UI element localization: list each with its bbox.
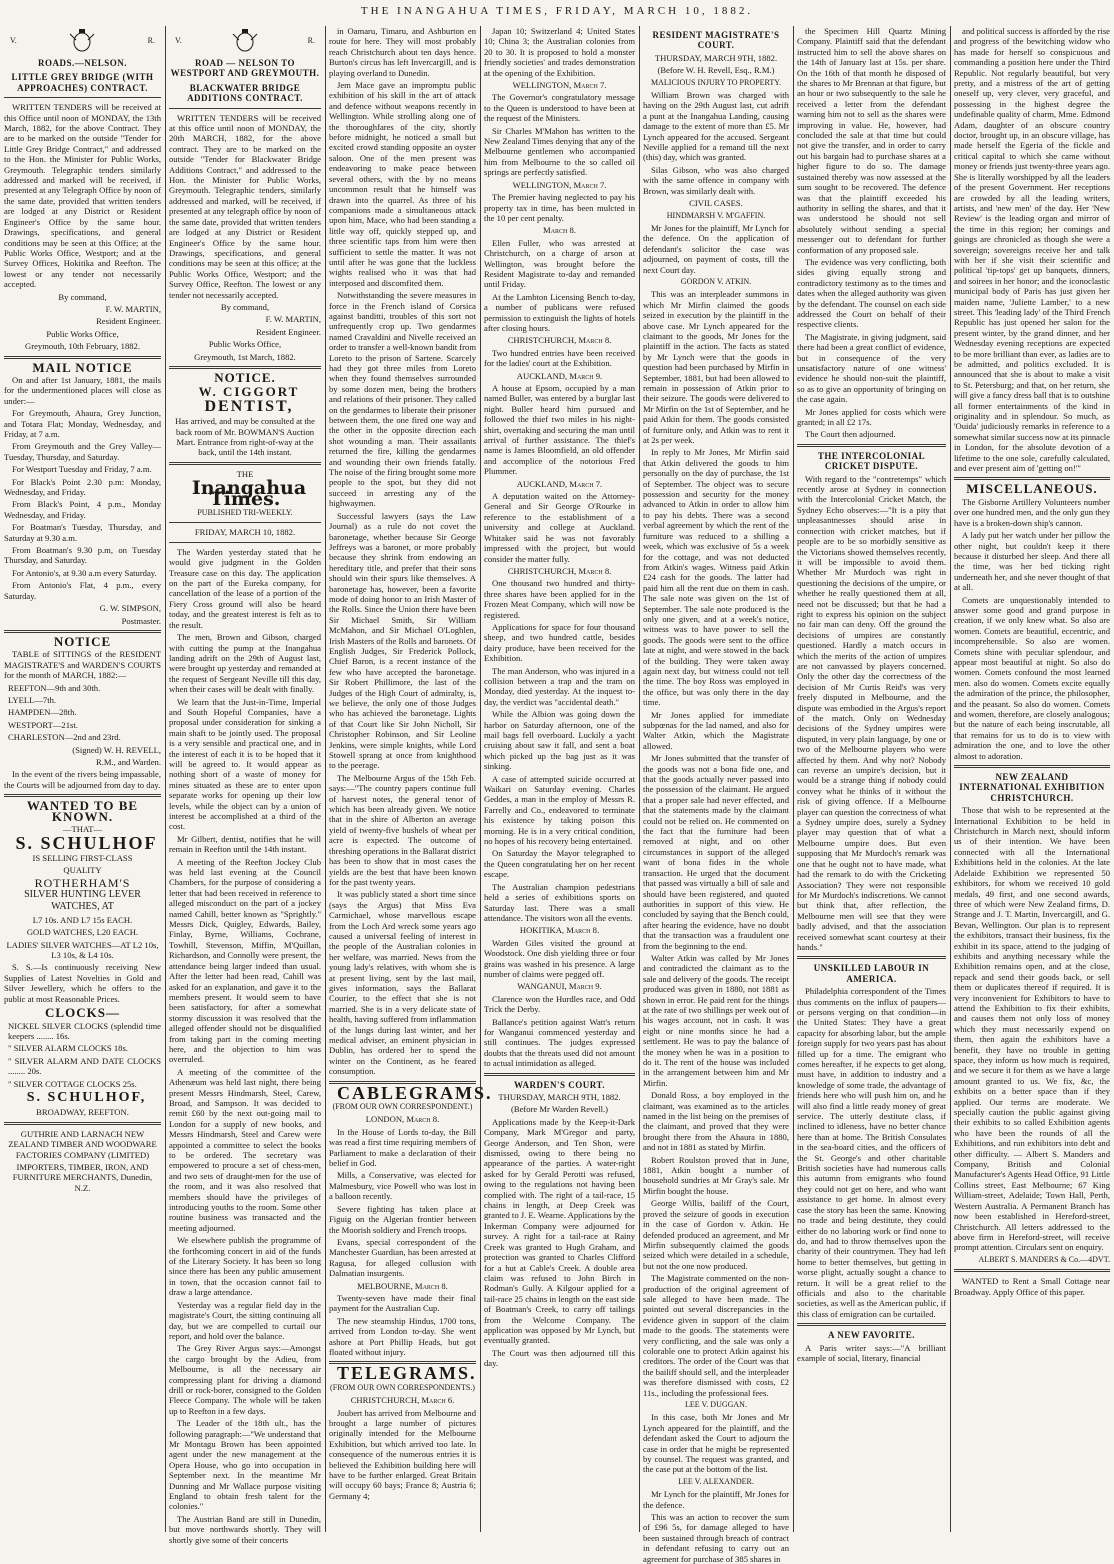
dateline: WELLINGTON, March 7. bbox=[512, 80, 607, 91]
column-6 bbox=[797, 26, 946, 1532]
signature: Greymouth, 10th February, 1882. bbox=[25, 341, 140, 352]
heading: NOTICE. bbox=[214, 369, 276, 385]
article-paragraph: Mr Gilbert, dentist, notifies that he will remain in Reefton until the 14th instant. bbox=[169, 833, 321, 855]
article-paragraph: This was an action to recover the sum of £96 5s, for damage alleged to have been sustained through breach of contract in defendant refusing to carry out an agreement for purchase of 385 shares in bbox=[643, 1512, 789, 1564]
column-1 bbox=[4, 26, 161, 1532]
article-paragraph: Successful lawyers (says the Law Journal) as a rule do not covet the baronetage, whether because Sir George Jeffreys was a baronet, or more probably because they shrink from endowing an hereditary title, and prefer that their sons should win their spurs like themselves. A baronetage has, however, been a favorite mode of doing honor to an Irish Master of the Rolls. Since the Union there have been Sir Michael Smith, Sir William McMahon, and Sir Michael O'Loghlen, Irish Masters of the Rolls and baronets. Of English Judges, Sir Frederick Pollock, Chief Baron, is a recent instance of the few who have accepted the baronetage. Sir Robert Phillimore, the last of the Judges of the High Court of admiralty, is, we believe, the only one of those Judges who has achieved the baronetage. Lights of that Court like Sir John Nicholl, Sir Christopher Robinson, and Sir Leoline Jenkins, were simple knights, while Lord Stowell sprang at once from knighthood to the peerage. bbox=[329, 510, 476, 771]
article-paragraph: The Australian champion pedestrians held a series of exhibitions sports on Saturday last. There was a small attendance. The visitors won all the events. bbox=[484, 881, 635, 923]
clock-item: " SILVER ALARM CLOCKS 18s. bbox=[8, 1043, 128, 1054]
article-paragraph: Jem Mace gave an impromptu public exhibition of his skill in the art of attack and defence without weapons recently in Wellington. While strolling along one of the thoroughfares of the city, shortly before midnight, he noticed a small but excited crowd standing opposite an oyster saloon. One of the men present was endeavoring to make peace between several others, with the by no means uncommon result that he himself was drawn into the quarrel. As three of his companions made a simultaneous attack upon him, Mace, who had been standing a little way off, quickly stepped up, and three scientific taps from him were then sufficient to settle the matter. It was not until after he was gone that the luckless wights realised who it was that had interposed and discomfited them. bbox=[329, 80, 476, 288]
divider bbox=[484, 1073, 635, 1076]
sitting-item: CHARLESTON—2nd and 23rd. bbox=[8, 732, 121, 743]
column-rule bbox=[793, 26, 794, 1532]
article-paragraph: With regard to the "contretemps" which recently arose at Sydney in connection with the Intercolonial Cricket Match, the Sydney Echo observes:—"It is a pity that unpleasantnesses should arise in connection with cricket matches, but if people are to be so morbidly sensitive as the Victorians showed themselves recently, it will be impossible to avoid them. Whether Mr Murdoch was right in questioning the decisions of the umpire, or whether he really questioned them at all, need not be discussed; but that he had a right to express his opinion on the subject no fair man can deny. Off the ground the decisions of umpires are constantly questioned. Hardly a match occurs in which the merits of the action of umpires are not canvassed by players concerned. Only the other day the correctness of the decision of Mr Curtis Reid's was very freely disputed in Melbourne, and the dispute was embodied in the Argus's report of the match. Only on Wednesday decisions of the Sydney umpires were disputed, in very plain language, by one or two of the Melbourne players who were affected by them. And why not? Nobody can reverse an umpire's decision, but it would be a strange thing if nobody could convey what he thinks of it without the risk of giving offence. If a Melbourne player can question the correctness of what a Sydney umpire does, surely a Sydney player may question that of what a Melbourne umpire does. But even supposing that Mr Murdoch's remark was one that he ought not to have made, what had the remark to do with the Cricketing Association? They were not responsible for Mr Murdoch's indiscretions. We cannot but think that, after reflection, the Melbourne men will see that they were badly advised, and that the association received somewhat scant courtesy at their hands." bbox=[797, 473, 946, 952]
dateline: LONDON, March 8. bbox=[365, 1114, 440, 1125]
ad-line: GOLD WATCHES, L20 EACH. bbox=[26, 927, 139, 938]
section-heading: THE INTERCOLONIAL CRICKET DISPUTE. bbox=[817, 450, 926, 472]
article-paragraph: The Court then adjourned. bbox=[805, 429, 896, 440]
sitting-item: REEFTON—9th and 30th. bbox=[8, 682, 101, 693]
article-paragraph: Robert Roulston proved that in June, 1881, Atkin bought a number of household sundries at Mr Gray's sale. Mr Mirfin bought the house. bbox=[643, 1154, 789, 1196]
article-paragraph: Mr Jones applied for immediate subpœnas for the lad named, and also for Walter Atkin, which the Magistrate allowed. bbox=[643, 709, 789, 751]
publication-frequency: PUBLISHED TRI-WEEKLY. bbox=[197, 508, 293, 518]
notice-line: For Greymouth, Ahaura, Grey Junction, and Totara Flat; Monday, Wednesday, and Friday, at 7 a.m. bbox=[4, 408, 161, 439]
article-paragraph: On Saturday the Mayor telegraphed to the Queen congratulating her on her recent escape. bbox=[484, 848, 635, 880]
sitting-item: HAMPDEN—28th. bbox=[8, 707, 77, 718]
ad-line: BROADWAY, REEFTON. bbox=[36, 1107, 129, 1118]
royal-crest bbox=[175, 28, 315, 54]
divider bbox=[169, 462, 321, 465]
section-heading: A NEW FAVORITE. bbox=[827, 1330, 916, 1341]
case-heading: GORDON V. ATKIN. bbox=[680, 276, 752, 286]
article-paragraph: Donald Ross, a boy employed in the claimant, was examined as to the articles named in the list being on the premises of the claimant, and proved that they were brought there from the Ahaura in 1880, and not in 1881 as stated by Mirfin. bbox=[643, 1090, 789, 1153]
divider bbox=[797, 956, 946, 959]
article-paragraph: Mills, a Conservative, was elected for Malmesbury, vice Powell who was lost in a balloon recently. bbox=[329, 1170, 476, 1202]
case-heading: CIVIL CASES. bbox=[689, 198, 743, 209]
article-paragraph: The Leader of the 18th ult., has the following paragraph:—"We understand that Mr Montagu Brown has been appointed agent under the new management at the Opera House, who go into occupation in September next. In the meantime Mr Dunning and Mr Wallace purpose visiting England to obtain fresh talent for the colonies." bbox=[169, 1418, 321, 1512]
notice-line: For Black's Point 2.30 p.m: Monday, Wednesday, and Friday. bbox=[4, 476, 161, 498]
section-subheading: (FROM OUR OWN CORRESPONDENTS.) bbox=[330, 1382, 475, 1392]
case-heading: LEE V. ALEXANDER. bbox=[678, 1476, 754, 1486]
article-paragraph: Applications made by the Keep-it-Dark Company, Mark M'Gregor and party, George Anderson, and Ten Shon, were dismissed, owing to there being no appearance of the parties. A water-right asked for by Gerald Perotti was refused, owing to the regulations not having been complied with. The right of a tail-race, 15 chains in length, at Deep Creek was granted to J. E. Wearne. Applications by the Inkerman Company were adjourned for survey. A right for a tail-race at Rainy Creek was granted to Hugh Graham, and protection was granted to Charles Clifford for a hut at Cable's Creek. A double area claim was refused to John Birch in Rodman's Gully. A Kilgour applied for a tail-race 25 chains in length on the east side of Boatman's Creek, to carry off tailings from the Welcome Company. The application was opposed by Mr Lynch, but eventually granted. bbox=[484, 1116, 635, 1346]
case-heading: MALICIOUS INJURY TO PROPERTY. bbox=[651, 77, 781, 87]
notice-text: TABLE of SITTINGS of the RESIDENT MAGISTRATE'S and WARDEN'S COURTS for the month of MARCH, 1882:— bbox=[4, 649, 161, 681]
court-before: (Before Mr Warden Revell.) bbox=[511, 1104, 608, 1115]
article-paragraph: the Specimen Hill Quartz Mining Company. Plaintiff said that the defendant instructed him to sell the above shares on the 14th of January last at 15s. per share. On the 16th of that month he disposed of the shares to Mr Brennan at that figure, but an hour or two subsequently to the sale he received a letter from the defendant warning him not to sell as the shares were improving in value. He, however, had concluded the sale at that time but could not give the transfer, and in order to carry out his bargain had to purchase shares at a higher figure to do so. The damage sustained thereby was now assessed at the sum sought to be recovered. The defence was that the plaintiff exceeded his authority in selling the shares, and that it was understood he should not sell absolutely without sending a special messenger out to defendant for further conformation of any proposed sale. bbox=[797, 26, 946, 255]
article-paragraph: This was an interpleader summons in which Mr Mirfin claimed the goods seized in execution by the plaintiff in the above case. Mr Lynch appeared for the claimant to the goods, Mr Jones for the plaintiff in the action. The facts as stated by Mr Lynch were that the goods in question had been purchased by Mirfin in September, 1881, but had been allowed to remain in possession of Atkin prior to their seizure. The goods were delivered to Mr Mirfin on the 1st of September, and he paid Atkin for them. The goods consisted of furniture only, and Atkin was to rent it at 2s per week. bbox=[643, 289, 789, 446]
article-paragraph: The evidence was very conflicting, both sides giving equally strong and contradictory testimony as to the times and dates when the alleged authority was given by the defendant. The counsel on each side addressed the Court on behalf of their respective clients. bbox=[797, 256, 946, 330]
article-paragraph: Twenty-seven have made their final payment for the Australian Cup. bbox=[329, 1292, 476, 1314]
article-paragraph: The man Anderson, who was injured in a collision between a trap and the tram on Monday, died yesterday. At the inquest to-day, the verdict was "accidental death." bbox=[484, 665, 635, 707]
notice-line: For Antonio's, at 9.30 a.m every Saturday. bbox=[12, 567, 157, 578]
divider bbox=[954, 765, 1110, 768]
signature: F. W. MARTIN, bbox=[105, 303, 161, 314]
signature: Postmaster. bbox=[121, 615, 161, 626]
dateline: March 8. bbox=[543, 225, 576, 236]
column-rule bbox=[165, 26, 166, 1532]
tender-notice: WRITTEN TENDERS will be received at this office until noon of MONDAY, the 20th MARCH, 1882, for the above contract. They are to be marked on the outside "Tender for Blackwater Bridge Additions Contract," and addressed to the Hon. the Minister for Public Works, Greymouth. Telegraphic tenders, similarly addressed and marked, will be received, if presented at any telegraph office by noon of the same date, provided that written tenders are lodged at any District or Resident Engineer's Office by the same hour. Drawings, specifications, and general conditions may be seen at this office; at the Public Works Office, Westport; and the Survey Office, Reefton. The lowest or any tender not necessarily accepted. bbox=[169, 112, 321, 300]
case-heading: LEE V. DUGGAN. bbox=[685, 1400, 747, 1409]
dateline: MELBOURNE, March 8. bbox=[357, 1280, 448, 1291]
classified-ad: WANTED to Rent a Small Cottage near Broadway. Apply Office of this paper. bbox=[954, 1276, 1110, 1297]
article-paragraph: A meeting of the committee of the Athenæum was held last night, there being present Messrs Hindmarsh, Steel, Carew, Broad, and Sampson. It was decided to remit £60 by the next out-going mail to London for a supply of new books, and Messrs Hindmarsh, Steel and Carew were appointed a committee to select the books to be ordered. The secretary was empowered to procure a set of chess-men, and two sets of draught-men for the use of the room, and it was also resolved that members should have the privileges of introducing youths to the room. Some other routine business was transacted and the meeting adjourned. bbox=[169, 1066, 321, 1233]
column-rule bbox=[639, 26, 640, 1532]
article-paragraph: George Willis, bailiff of the Court, proved the seizure of goods in execution in the case of Gordon v. Atkin. He defended produced an agreement, and Mr Mirfin subsequently claimed the goods seized which were detailed in a schedule, but not the one now produced. bbox=[643, 1198, 789, 1271]
notice-line: From Antonio's Flat, 4 p.m., every Saturday. bbox=[4, 580, 161, 601]
notice-line: From Greymouth and the Grey Valley—Tuesday, Thursday, and Saturday. bbox=[4, 441, 161, 462]
section-heading: CABLEGRAMS. bbox=[337, 1082, 493, 1103]
dateline: AUCKLAND, March 9. bbox=[516, 370, 603, 381]
divider bbox=[954, 477, 1110, 480]
article-paragraph: Sir Charles M'Mahon has written to the New Zealand Times denying that any of the Melbourne gentlemen who accompanied him from Melbourne to the so called oil springs are perfectly satisfied. bbox=[484, 125, 635, 178]
dateline: AUCKLAND, March 7. bbox=[516, 478, 603, 489]
ad-line: L7 10s. AND L7 15s EACH. bbox=[32, 914, 133, 925]
signature: R.M., and Warden. bbox=[95, 756, 161, 767]
signature: ALBERT S. MANDERS & Co.—4DVT. bbox=[978, 1254, 1110, 1264]
article-paragraph: in Oamaru, Timaru, and Ashburton en route for here. They will most probably reach Christchurch about ten days hence. Burton's circus has left Invercargill, and is playing overland to Dunedin. bbox=[329, 26, 476, 78]
article-paragraph: Two hundred entries have been received for the ladies' court at the Exhibition. bbox=[484, 347, 635, 369]
article-paragraph: Notwithstanding the severe measures in force in the French island of Corsica against banditti, troubles of this sort not unfrequently crop up. Two gendarmes named Cravaldini and Nivelle received an order to transfer a well-known bandit from Loreto to the prison of Sartene. Scarcely had they got three miles from Loreto when they found themselves surrounded by some dozen men, being the brothers and relations of their prisoner. They called on the gendarmes to liberate their prisoner between them, the one fired one way and the other in the opposite direction each shot wounding a man. Their assailants returned the fire, killing the gendarmes and wounding their own friends fatally. The noise of the firing brought some more people to the spot, but they did not succeed in arresting any of the highwaymen. bbox=[329, 290, 477, 509]
ad-text: S. S.—Is continuously receiving New Supplies of Latest Novelties in Gold and Silver Jewellery, which he offers to the public at most Reasonable Prices. bbox=[4, 962, 161, 1004]
tender-notice: WRITTEN TENDERS will be received at this Office until noon of MONDAY, the 13th March, 1882, for the above Contract. They are to be marked on the outside "Tender for Little Grey Bridge Contract," and addressed to the Hon. the Minister for Public Works, Greymouth. Telegraphic tenders similarly addressed and marked will be received, if presented at any Telegraph Office by noon of the same date, provided that written tenders are lodged at any District or Resident Engineer's Office by the same hour. Drawings, specifications, and general conditions may be seen at this Office; at the Public Works Office, Westport; and at the Survey Offices, Hokitika and Reefton. The lowest or any tender not necessarily accepted. bbox=[4, 102, 161, 290]
royal-arms-icon bbox=[64, 28, 100, 54]
article-paragraph: Japan 10; Switzerland 4; United States 10; China 3; the Australian colonies from 20 to 30. It is proposed to hold a monster friendly societies' and trades demonstration at the opening of the Exhibition. bbox=[484, 26, 635, 78]
newspaper-title: Inangahua Times. bbox=[191, 477, 307, 510]
article-paragraph: In the House of Lords to-day, the Bill was read a first time requiring members of Parliament to make a declaration of their belief in God. bbox=[329, 1126, 476, 1169]
article-paragraph: A lady put her watch under her pillow the other night, but couldn't keep it there because it disturbed her sleep. And there all the time, was her bed ticking right underneath her, and she never thought of that at all. bbox=[954, 530, 1110, 593]
divider bbox=[169, 522, 321, 523]
article-paragraph: The Warden yesterday stated that he would give judgment in the Golden Treasure case on this day. The application on the part of the Eureka company, for cancellation of the lease of a portion of the Fiery Cross ground will also be heard today, and the greatest interest is felt as to the result. bbox=[169, 546, 321, 630]
section-heading: MISCELLANEOUS. bbox=[966, 481, 1098, 497]
article-paragraph: Warden Giles visited the ground at Woodstock. One dish yielding three or four grains was washed in his presence. A large number of claims were pegged off. bbox=[484, 937, 635, 979]
section-heading: TELEGRAMS. bbox=[337, 1363, 477, 1384]
divider bbox=[169, 366, 321, 369]
article-paragraph: It was publicly stated a short time since (says the Argus) that Miss Eva Carmichael, whose marvellous escape from the Loch Ard wreck some years ago caused a universal feeling of interest in the people of the Australian colonies in her welfare, was married. News from the young lady's relatives, with whom she is at present living, sent by the last mail, gives information, says the Ballarat Courier, to the effect that she is not married. She is in a very delicate state of health, having suffered from inflammation of the lungs during last winter, and her medical adviser, an eminent physician in Dublin, has ordered her to spend the winter on the Continent, as he feared consumption. bbox=[329, 889, 476, 1077]
divider bbox=[954, 1269, 1110, 1272]
article-paragraph: Applications for space for four thousand sheep, and two hundred cattle, besides dairy produce, have been received for the Exhibition. bbox=[484, 621, 635, 664]
advertiser-name: DENTIST, bbox=[204, 397, 294, 415]
heading: CLOCKS— bbox=[45, 1005, 120, 1021]
ad-line: ROTHERHAM'S bbox=[34, 875, 131, 890]
signature: Public Works Office, bbox=[46, 328, 119, 339]
heading: ROADS.—NELSON. bbox=[37, 58, 127, 68]
dateline: CHRISTCHURCH, March 8. bbox=[507, 565, 612, 576]
article-paragraph: Joubert has arrived from Melbourne and brought a large number of pictures originally intended for the Melbourne Exhibition, but which arrived too late. In consequence of the numerous entries it is believed the Exhibition building here will have to be further enlarged. Great Britain will occupy 60 bays; France 8; Austria 6; Germany 4; bbox=[329, 1407, 476, 1501]
divider bbox=[4, 1122, 161, 1125]
heading: NOTICE bbox=[53, 633, 112, 649]
article-paragraph: Comets are unquestionably intended to answer some good and grand purpose in creation, if we only knew what. So also are women. Comets are beautiful, eccentric, and incomprehensible. So also are women. Comets shine with peculiar splendour, and appear most beautiful at night. So also do women. Comets confound the most learned men. also do women. Comets excite equally the admiration of the prince, the philosopher, and the peasant. So also do women. Comets and women, therefore, are closely analogous; but the nature of each being inscrutable, all that remains for us to do is to view with admiration the one, and to love the other almost to adoration. bbox=[954, 594, 1110, 761]
article-paragraph: At the Lambton Licensing Bench to-day, a number of publicans were refused permission to extinguish the lights of hotels after closing hours. bbox=[484, 291, 635, 333]
heading: ROAD — NELSON TO WESTPORT AND GREYMOUTH. bbox=[170, 58, 320, 79]
article-paragraph: A house at Epsom, occupied by a man named Buller, was entered by a burglar last night. Buller heard him pursued and followed the thief two miles in his night-shirt, overtaking and securing the man until arrival of further assistance. The thief's name is James Bloomfield, an old offender and accomplice of the notorious Fred Plummer. bbox=[484, 383, 635, 477]
article-paragraph: Severe fighting has taken place at Figuig on the Algerian frontier between the Moorish soldiery and French troops. bbox=[329, 1203, 476, 1235]
ad-line: WATCHES, AT bbox=[51, 901, 114, 913]
article-paragraph: The new steamship Hindus, 1700 tons, arrived from London to-day. She went ashore at Port Phillip Heads, but got floated without injury. bbox=[329, 1315, 476, 1357]
divider bbox=[4, 630, 161, 633]
signature: Public Works Office, bbox=[208, 339, 282, 350]
ad-line: QUALITY bbox=[63, 865, 102, 876]
divider bbox=[169, 542, 321, 543]
article-paragraph: Walter Atkin was called by Mr Jones and contradicted the claimant as to the sale and delivery of the goods. The receipt produced was given in 1880, not 1881 as shown in error. He paid rent for the things at the rate of two shillings per week out of his wages account, not in cash. It was eight or nine months since he had a settlement. He was to pay the balance of the money when he was in a position to do it. The rent of the house was included in the arrangement between him and Mr Mirfin. bbox=[643, 952, 789, 1088]
signature: Greymouth, 1st March, 1882. bbox=[194, 351, 296, 362]
sitting-item: LYELL—7th. bbox=[8, 694, 57, 705]
section-heading: UNSKILLED LABOUR IN AMERICA. bbox=[813, 963, 930, 984]
signature: By command, bbox=[220, 301, 270, 312]
article-paragraph: A meeting of the Reefton Jockey Club was held last evening at the Council Chambers, for the purpose of considering a letter that had been received in reference to alleged misconduct on the part of a jockey named Cahill, better known as "Sprightly." Messrs Dick, Quigley, Edwards, Bailey, Finlay, Byrne, Williams, Cochrane, Towhill, Stevenson, Miffin, M'Quillan, Richardson, and Connolly were present, the attendance being larger indeed than usual. After the letter had been read, Cahill was asked for an explanation, and gave it to the members present. It would seem to have been satisfactory, for after a somewhat stormy discussion it was resolved that the alleged offender should not be disqualified from taking part in the coming meeting here, and the objection to him was overruled. bbox=[169, 856, 321, 1065]
article-paragraph: Clarence won the Hurdles race, and Odd Trick the Derby. bbox=[484, 993, 635, 1015]
signature: Resident Engineer. bbox=[96, 316, 161, 327]
column-5 bbox=[643, 26, 789, 1564]
notice-line: From Boatman's 9.30 p.m, on Tuesday Thursday, and Saturday. bbox=[4, 545, 161, 566]
notice-line: For Westport Tuesday and Friday, 7 a.m. bbox=[12, 464, 152, 475]
case-heading: HINDMARSH V. M'GAFFIN. bbox=[666, 210, 766, 220]
column-2 bbox=[169, 26, 321, 1545]
article-paragraph: Mr Jones submitted that the transfer of the goods was not a bona fide one, and that the goods actually never passed into the possession of the claimant. He argued that a proper sale had never effected, and that the statements made by the claimant could not be relied on. He commented on the fact that the furniture had been removed at night, and on other circumstances in support of the alleged want of bona fides in the whole transaction. He urged that the document that passed was virtually a bill of sale and should have been registered, and quoted authorities in support of this view. He concluded by saying that the Bench could, after hearing the evidence, have no doubt that the transaction was a fraudulent one from the beginning to the end. bbox=[643, 753, 789, 951]
article-paragraph: Those that wish to be represented at the International Exhibition to be held in Christchurch in March next, should inform us of their intention. We have been connected with all the International Exhibitions held in the colonies. At the late Adelaide Exhibition we represented 50 exhibitors, for whom we received 10 gold medals, 49 first, and one second awards, three of which were New Zealand firms, D. Strange and J. T. Martin, Invercargill, and G. Bevan, Wellington. Our plan is to represent the exhibitors, transact their business, fix the exhibit in its space, attend to the judging of exhibits and anything necessary while the Exhibition remains open, and at the close, repack and send their goods back, or sell them or duplicates thereof if required. It is very inconvenient for Exhibitors to have to attend the Exhibition to fix their exhibits, and causes them not only loss of money which they must necessarily expend on them, then again the exhibitors have a benefit, they have no trouble in getting space, they inform us how much is required, and we secure it for them as we have a large amount granted to us. We fix, &c, the exhibits on a better space than if they applied. Our terms are moderate. We specially caution the public against giving their exhibits to so called Exhibition agents who have been the rounds of all the Exhibitions, and run exhibitors into debt and other difficulty. — Albert S. Manders and Company, British and Colonial Manufacturer's Agents Head Office, 91 Little Collins street, East Melbourne; 67 King William-street, Adelaide; Town Hall, Perth, Western Australia. A Permanent Branch has now been established in Hereford-street, Christchurch. All letters addressed to the above firm in Hereford-street, will receive prompt attention. Circulars sent on enquiry. bbox=[954, 805, 1110, 1253]
divider bbox=[797, 1323, 946, 1326]
ad-line: SILVER HUNTING LEVER bbox=[24, 889, 141, 901]
article-paragraph: The Magistrate, in giving judgment, said there had been a great conflict of evidence, but in consequence of the very unsatisfactory nature of one witness' evidence he should non-suit the plaintiff, so as to give an opportunity of bringing on the case again. bbox=[797, 331, 946, 405]
article-paragraph: A deputation waited on the Attorney-General and Sir George O'Rourke in reference to the establishment of a university and college at Auckland. Whitaker said he was not favorably impressed with the project, but would consider the matter fully. bbox=[484, 491, 635, 564]
divider bbox=[4, 97, 161, 98]
column-rule bbox=[950, 26, 951, 1532]
column-3 bbox=[329, 26, 493, 1532]
issue-date: FRIDAY, MARCH 10, 1882. bbox=[194, 527, 296, 538]
notice-line: For Boatman's Tuesday, Thursday, and Saturday at 9.30 a.m. bbox=[4, 522, 161, 543]
notice-line: From Black's Point, 4 p.m., Monday Wednesday, and Friday. bbox=[4, 499, 161, 520]
article-paragraph: and political success is afforded by the rise and progress of the bewitching widow who has made for herself so conspicuous and commanding a position here under the Third Republic. Not regularly beautiful, but very pretty, and a mistress of the art of getting oneself up, very clever, very graceful, and possessing in the highest degree the undefinable quality of charm, Mme. Edmond Adam, daughter of an obscure country doctor, brought up, in an obscure village, has made herself the Egeria of the fickle and critical capital to which she came without money or friends just twenty-three years ago. She is literally worshipped by all the leaders of the present Government. Her receptions are crowded by all the leading writers, artists, and 'new men' of the day. Her 'New Review' is the leading organ and mirror of the time in this region; her comings and goings are chronicled as though she were a sovereign; sovereigns receive her and talk with her if she visit their scientific and political 'tip-tops' get up banquets, dinners, and soirees in her honor; and the iconoclastic municipal body of Paris has just given her maiden name, 'Juliette Lamber,' to a new street. This 'leading lady' of the Third French Republic has just opened her salon for the present winter, by the grand dinner, and her Wednesday evening receptions are expected to be more brilliant than ever, as ladies are to be admitted, and politics excluded. It is announced that she is about to make a visit to St. Petersburg; and that, on her return, she will give a fancy dress ball that is to outshine all former entertainments of the kind in originality and in splendour. So much, as 'Ouida' judiciously remarks in reference to a somewhat similar success now at its pinnacle in London, for the absolute devotion of a lifetime to the one sole, carefully calculated, and ever present aim of 'getting on!'" bbox=[954, 26, 1110, 474]
article-paragraph: A Paris writer says:—"A brilliant example of social, literary, financial bbox=[797, 1342, 946, 1363]
clock-item: " SILVER ALARM AND DATE CLOCKS ........ 20s. bbox=[8, 1055, 161, 1077]
masthead: THE INANGAHUA TIMES, FRIDAY, MARCH 10, 1882. bbox=[360, 5, 754, 17]
signature: G. W. SIMPSON, bbox=[99, 603, 161, 614]
article-paragraph: A case of attempted suicide occurred at Waikari on Saturday evening. Charles Geddes, a man in the employ of Messrs R. Farrelly and Co., endeavored to terminate his existence by taking poison this morning. He is in a very critical condition, no hopes of his recovery being entertained. bbox=[484, 773, 635, 847]
article-paragraph: The Gisborne Artillery Volunteers number over one hundred men, and the only gun they have is a broken-down ship's cannon. bbox=[954, 496, 1110, 528]
article-paragraph: William Brown was charged with having on the 29th August last, cut adrift a punt at the Inangahua Landing, causing damage to the extent of more than £5. Mr Lynch appeared for the accused. Sergeant Neville applied for a remand till the next (this) day, which was granted. bbox=[643, 90, 789, 163]
article-paragraph: The Premier having neglected to pay his property tax in time, has been mulcted in the 10 per cent penalty. bbox=[484, 192, 635, 223]
crest-letter: R. bbox=[307, 35, 315, 45]
sitting-item: WESTPORT—21st. bbox=[8, 719, 78, 730]
clock-item: " SILVER COTTAGE CLOCKS 25s. bbox=[8, 1078, 137, 1089]
section-heading: NEW ZEALAND INTERNATIONAL EXHIBITION CHRISTCHURCH. bbox=[959, 772, 1105, 803]
crest-letter: R. bbox=[147, 35, 155, 45]
dateline: THURSDAY, MARCH 9TH, 1882. bbox=[498, 1092, 621, 1102]
section-heading: WARDEN'S COURT. bbox=[513, 1079, 606, 1090]
divider bbox=[4, 794, 161, 797]
article-paragraph: Silas Gibson, who was also charged with the same offence in company with Brown, was similarly dealt with. bbox=[643, 164, 789, 196]
article-paragraph: The men, Brown and Gibson, charged with cutting the pump at the Inangahua landing adrift on the 29th of August last, were brought up yesterday and remanded at the request of Sergeant Neville till this day, when their cases will be dealt with finally. bbox=[169, 632, 321, 695]
article-paragraph: The Melbourne Argus of the 15th Feb. says:—"The country papers continue full of harvest notes, the general tenor of which has been already given. We notice that in the shire of Alberton an average yield of twenty-five bushels of wheat per acre is expected. The outcome of threshing operations in the Ballarat district has been to show that in most cases the yields are the best that have been known for the past twenty years. bbox=[329, 772, 476, 887]
article-paragraph: The Grey River Argus says:—Amongst the cargo brought by the Adieu, from Melbourne, is all the necessary air compressing plant for driving a diamond drill or rock-borer, consigned to the Golden Fleece Company. The whole will be taken up to Reefton in a few days. bbox=[169, 1343, 321, 1416]
article-paragraph: Ellen Fuller, who was arrested at Christchurch, on a charge of arson at Wellington, was brought before the Resident Magistrate to-day and remanded until Friday. bbox=[484, 237, 635, 290]
article-paragraph: In this case, both Mr Jones and Mr Lynch appeared for the plaintiff, and the defendant asked the Court to adjourn the case in order that he might be represented by counsel. The request was granted, and the case put at the bottom of the list. bbox=[643, 1412, 789, 1475]
ad-line: —THAT— bbox=[62, 824, 103, 834]
heading: LITTLE GREY BRIDGE (WITH APPROACHES) CONTRACT. bbox=[11, 72, 154, 93]
dateline: CHRISTCHURCH, March 8. bbox=[507, 335, 612, 346]
ad-line: LADIES' SILVER WATCHES—AT L2 10s, L3 10s, & L4 10s. bbox=[6, 939, 159, 961]
dateline: WANGANUI, March 9. bbox=[517, 981, 602, 992]
column-rule bbox=[480, 26, 481, 1532]
crest-letter: V. bbox=[175, 35, 182, 45]
article-paragraph: Ballance's petition against Watt's return for Wanganui commenced yesterday and still continues. The judges expressed doubts that the threats used did not amount to actual intimidation as alleged. bbox=[484, 1016, 635, 1069]
article-paragraph: In reply to Mr Jones, Mr Mirfin said that Atkin delivered the goods to him personally on the day of purchase, the 1st of September. The object was to secure possession and security for the money advanced to Atkin in order to allow him to pay his debts. There was a second verbal agreement by which the rent of the furniture was reduced to a shilling a week, which was exclusive of 5s a week for the cottage, and was not deducted from Atkin's wages. Witness paid Atkin £24 cash for the goods. The latter had paid him all the rent due on them in cash. The sale note was given on the 1st of September. The sale note produced is the only one given, and at a week's notice, witness was to have power to sell the goods. The goods were sent to the office late at night, and were stowed in the back of the building. They were taken away again next day, but witness could not tell the time. The boy Ross was employed in the office, but was only there in the day time. bbox=[643, 447, 789, 708]
divider bbox=[4, 356, 161, 359]
article-paragraph: Mr Lynch for the plaintiff, Mr Jones for the defence. bbox=[643, 1489, 789, 1510]
signature: (Signed) W. H. REVELL, bbox=[72, 744, 161, 755]
signature: By command, bbox=[58, 291, 107, 302]
clock-item: NICKEL SILVER CLOCKS (splendid time keepers ........ 16s. bbox=[8, 1020, 161, 1041]
notice-line: On and after 1st January, 1881, the mails for the undermentioned places will close as under:— bbox=[4, 374, 161, 406]
royal-arms-icon bbox=[227, 28, 263, 54]
signature: F. W. MARTIN, bbox=[265, 314, 321, 325]
article-paragraph: The Magistrate commented on the non-production of the original agreement of sale alleged to have been made. The pointed out several discrepancies in the evidence given in support of the claim made to the goods. The statements were very conflicting, and the sale was only a colorable one to protect Atkin against his creditors. The order of the Court was that the bailiff should sell, and the interpleader was therefore dismissed with costs, £2 11s., including the professional fees. bbox=[643, 1273, 789, 1398]
article-paragraph: Philadelphia correspondent of the Times thus comments on the influx of paupers—or persons verging on that condition—in the United States: They have a great capacity for absorbing labor, but the ample foreign supply for two years past has about filled up for a time. The emigrant who comes hereafter, if he expects to get along, must have, in addition to industry and a knowledge of some trade, the advantage of friends here who will push him on, and he will also find a little ready money of great service. The utterly destitute class, if inclined to idleness, have no better chance here than at home. The British Consulates in the sea-board cities, and the officers of the St. George's and other charitable British societies have had numerous calls this autumn from emigrants who found they could not get on here, and who want assistance to get home. In almost every case the story has been the same. Knowing no trade and being destitute, they could either do no laboring work or find none to do, and had to throw themselves upon the charity of their countrymen. They had left home to better themselves, but getting in worse plight, actually sought a chance to return. It will be a great relief to the officials and also to the charitable societies, as well as the American public, if this class of emigration can be curtailed. bbox=[797, 986, 946, 1319]
dateline: CHRISTCHURCH, March 6. bbox=[350, 1395, 455, 1406]
ad-line: IMPORTERS, TIMBER, IRON, AND FURNITURE MERCHANTS, Dunedin, N.Z. bbox=[12, 1161, 153, 1193]
ad-text: Has arrived, and may be consulted at the back room of Mr. BOWMAN'S Auction Mart. Entrance from right-of-way at the back, until the 14th instant. bbox=[175, 416, 315, 458]
heading: MAIL NOTICE bbox=[32, 359, 133, 375]
crest-letter: V. bbox=[10, 35, 17, 45]
dateline: WELLINGTON, March 7. bbox=[512, 179, 607, 190]
article-paragraph: The Governor's congratulatory message to the Queen is understood to have been at the request of the Ministers. bbox=[484, 92, 635, 124]
article-paragraph: One thousand two hundred and thirty-three shares have been applied for in the Frozen Meat Company, which will now be registered. bbox=[484, 578, 635, 620]
column-4 bbox=[484, 26, 635, 1532]
section-heading: RESIDENT MAGISTRATE'S COURT. bbox=[652, 30, 780, 51]
article-paragraph: Yesterday was a regular field day in the magistrate's Court, the sitting continuing all day, but we are compelled to curtail our report, and hold over the balance. bbox=[169, 1299, 321, 1341]
signature: Resident Engineer. bbox=[256, 326, 321, 337]
advertiser-name: W. CIGGORT bbox=[198, 384, 300, 400]
divider bbox=[169, 108, 321, 109]
article-paragraph: Evans, special correspondent of the Manchester Guardian, has been arrested at Ragusa, for alleged collusion with Dalmatian insurgents. bbox=[329, 1236, 476, 1279]
notice-text: In the event of the rivers being impassable, the Courts will be adjourned from day to day. bbox=[4, 769, 161, 790]
column-rule bbox=[325, 26, 326, 1532]
article-paragraph: The Court was then adjourned till this day. bbox=[484, 1347, 635, 1369]
royal-crest bbox=[10, 28, 155, 54]
article-paragraph: Mr Jones applied for costs which were granted; in all £2 17s. bbox=[797, 406, 946, 428]
ad-line: IS SELLING FIRST-CLASS bbox=[32, 852, 133, 863]
section-subheading: (FROM OUR OWN CORRESPONDENT.) bbox=[332, 1102, 473, 1112]
advertiser-name: S. SCHULHOF bbox=[15, 833, 158, 854]
court-before: (Before W. H. Revell, Esq., R.M.) bbox=[657, 65, 775, 76]
article-paragraph: We elsewhere publish the programme of the forthcoming concert in aid of the funds of the Literary Society. It has been so long since there has been any public amusement in town, that the occasion cannot fail to draw a large attendance. bbox=[169, 1235, 321, 1298]
column-7 bbox=[954, 26, 1110, 1532]
article-paragraph: We learn that the Just-in-Time, Imperial and South Hopeful Companies, have a proposal under consideration for sinking a main shaft to be jointly used. The proposal is a very sensible and practical one, and in the interest of each it is to be hoped that it will be agreed to. It would appear as nothing short of a waste of money for mines situated as these are to enter upon separate works for opening up their low levels, while the object can by a union of interest be accomplished at a third of the cost. bbox=[169, 696, 321, 832]
divider bbox=[797, 444, 946, 447]
dateline: THURSDAY, MARCH 9TH, 1882. bbox=[654, 52, 778, 63]
advertiser-name: S. SCHULHOF, bbox=[26, 1089, 147, 1105]
heading: WANTED TO BE KNOWN. bbox=[26, 798, 139, 824]
article-paragraph: Mr Jones for the plaintiff, Mr Lynch for the defence. On the application of defendant's solicitor the case was adjourned, on payment of costs, till the next Court day. bbox=[643, 222, 789, 275]
dateline: HOKITIKA, March 8. bbox=[519, 925, 600, 936]
nameplate-article: THE bbox=[236, 468, 254, 479]
heading: BLACKWATER BRIDGE ADDITIONS CONTRACT. bbox=[187, 82, 303, 104]
article-paragraph: The Austrian Band are still in Dunedin, but move northwards shortly. They will shortly give some of their concerts bbox=[169, 1513, 321, 1545]
article-paragraph: While the Albion was going down the harbor on Saturday afternoon, one of the mail bags fell overboard. Luckily a yacht cruising about saw it fall, and sent a boat which picked up the bag just as it was sinking. bbox=[484, 709, 635, 772]
ad-line: GUTHRIE AND LARNACH NEW ZEALAND TIMBER AND WOODWARE FACTORIES COMPANY (LIMITED) bbox=[8, 1128, 157, 1160]
